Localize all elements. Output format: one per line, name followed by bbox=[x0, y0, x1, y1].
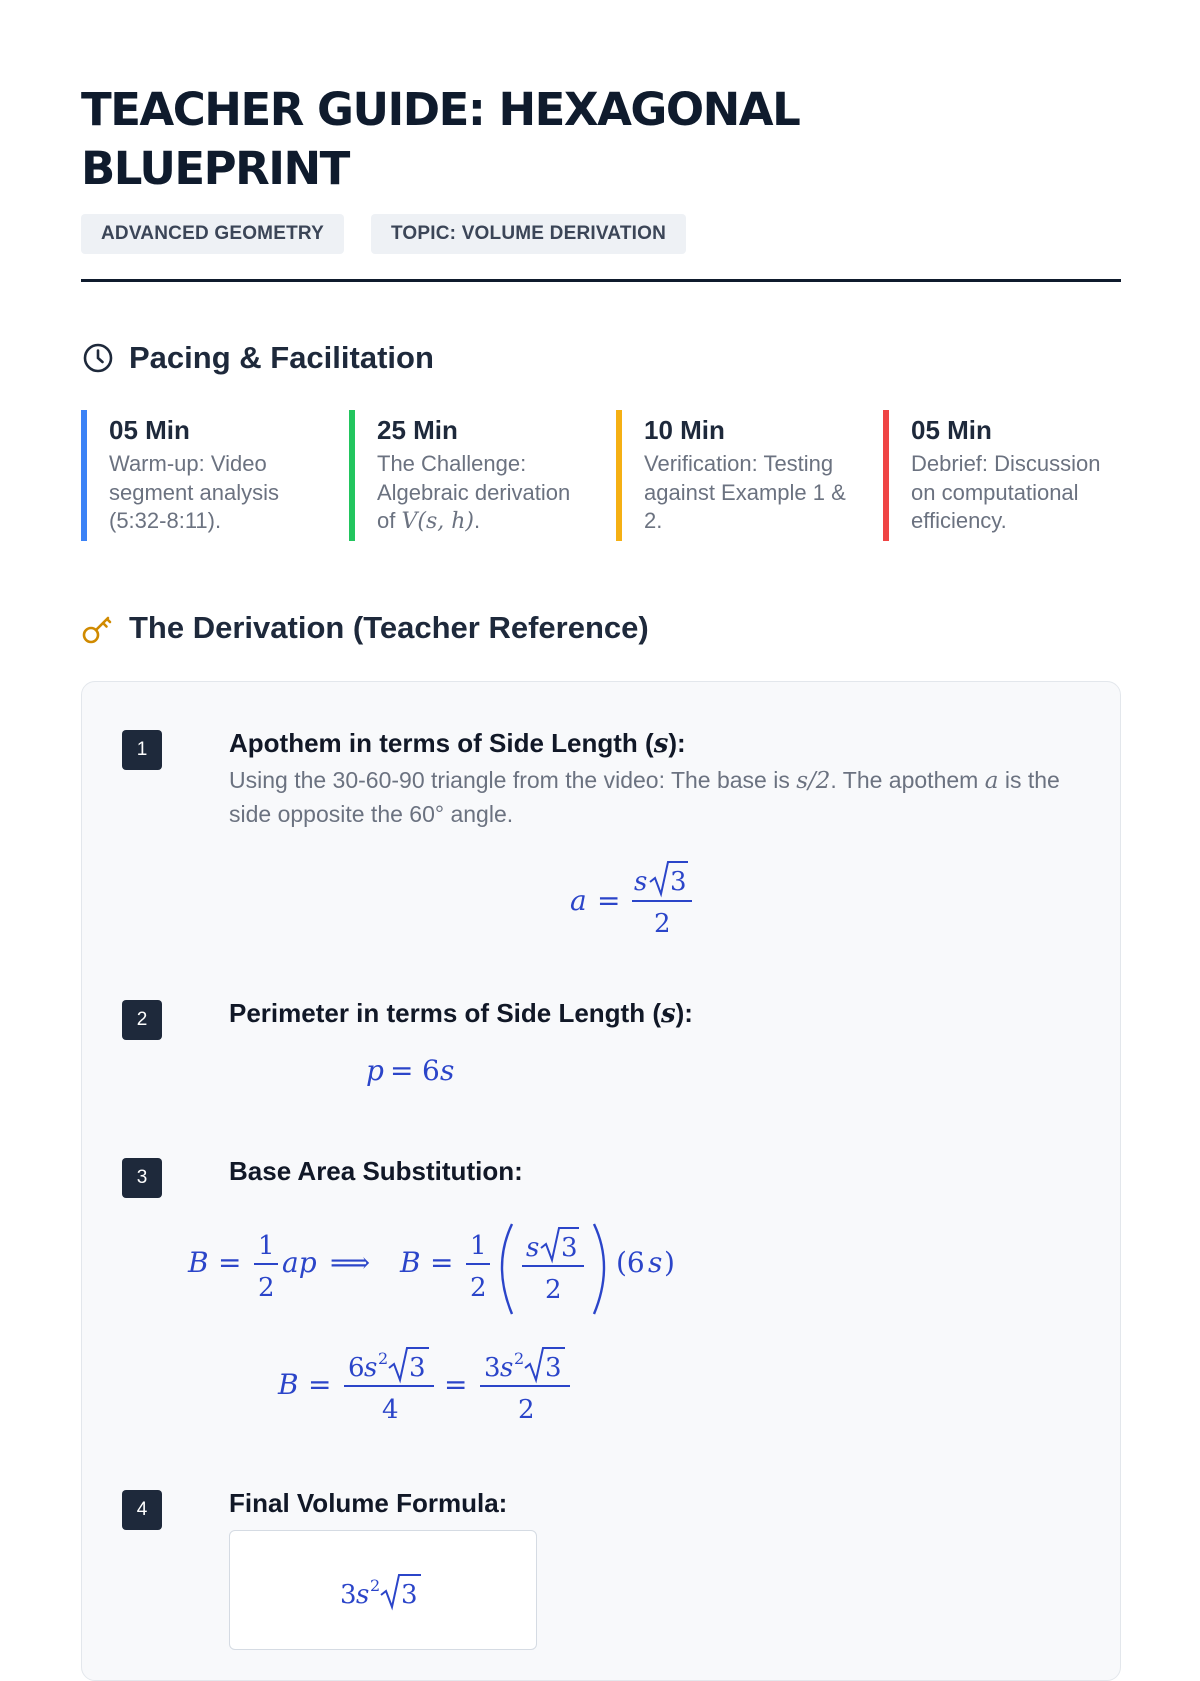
svg-text:p: p bbox=[366, 1054, 384, 1087]
svg-text:3: 3 bbox=[670, 867, 687, 897]
pacing-item-verification bbox=[616, 410, 846, 541]
pacing-duration: 25 Min bbox=[377, 415, 458, 445]
derivation-heading bbox=[81, 610, 649, 646]
pacing-item-debrief bbox=[883, 410, 1113, 541]
pacing-color-bar bbox=[349, 410, 355, 541]
pacing-description: Debrief: Discussion on computational efficiency. bbox=[911, 451, 1101, 533]
pacing-title: Pacing & Facilitation bbox=[129, 340, 434, 375]
pacing-color-bar bbox=[81, 410, 87, 541]
svg-text:3: 3 bbox=[484, 1353, 501, 1383]
pacing-item-challenge bbox=[349, 410, 579, 541]
pacing-duration: 05 Min bbox=[109, 415, 190, 445]
svg-text:B: B bbox=[278, 1368, 299, 1401]
svg-text:=: = bbox=[390, 1054, 414, 1087]
svg-text:s: s bbox=[500, 1353, 514, 1383]
step-number: 4 bbox=[122, 1490, 162, 1530]
svg-text:3: 3 bbox=[340, 1580, 357, 1610]
svg-text:4: 4 bbox=[382, 1395, 399, 1425]
svg-text:s: s bbox=[526, 1233, 540, 1263]
svg-text:2: 2 bbox=[470, 1273, 487, 1303]
step-title: Final Volume Formula: bbox=[229, 1488, 508, 1518]
derivation-panel bbox=[81, 681, 1121, 1681]
equation-final-volume bbox=[230, 1531, 530, 1631]
tag-course: ADVANCED GEOMETRY bbox=[81, 214, 344, 254]
svg-text:=: = bbox=[430, 1246, 454, 1279]
svg-text:3: 3 bbox=[561, 1233, 578, 1263]
pacing-description: The Challenge: Algebraic derivation of V(s, h). bbox=[377, 451, 571, 534]
step-number: 3 bbox=[122, 1158, 162, 1198]
pacing-heading bbox=[81, 340, 434, 376]
svg-text:2: 2 bbox=[370, 1576, 381, 1595]
svg-text:6: 6 bbox=[422, 1054, 440, 1087]
svg-text:s: s bbox=[440, 1054, 455, 1087]
equation-apothem bbox=[562, 854, 722, 942]
page-title: TEACHER GUIDE: HEXAGONAL BLUEPRINT bbox=[81, 83, 800, 195]
pacing-duration: 10 Min bbox=[644, 415, 725, 445]
tag-topic: TOPIC: VOLUME DERIVATION bbox=[371, 214, 686, 254]
svg-text:⟹: ⟹ bbox=[330, 1246, 371, 1279]
svg-text:3: 3 bbox=[545, 1353, 562, 1383]
key-icon bbox=[81, 611, 115, 645]
svg-text:2: 2 bbox=[258, 1273, 275, 1303]
svg-text:3: 3 bbox=[401, 1580, 418, 1610]
pacing-item-warmup bbox=[81, 410, 311, 541]
step-text: Using the 30-60-90 triangle from the video: The base is s/2. The apothem a is the side opposite the 60° angle. bbox=[229, 767, 1060, 827]
svg-text:a: a bbox=[570, 884, 587, 917]
pacing-description: Verification: Testing against Example 1 & 2. bbox=[644, 451, 846, 533]
step-title: Base Area Substitution: bbox=[229, 1156, 523, 1186]
pacing-color-bar bbox=[883, 410, 889, 541]
step-number: 1 bbox=[122, 730, 162, 770]
svg-text:2: 2 bbox=[518, 1395, 535, 1425]
step-title: Perimeter in terms of Side Length (s): bbox=[229, 998, 693, 1029]
svg-text:s: s bbox=[364, 1353, 378, 1383]
step-title: Apothem in terms of Side Length (s): bbox=[229, 728, 686, 759]
svg-text:s: s bbox=[648, 1246, 663, 1279]
math-v-s-h: V(s, h) bbox=[401, 509, 474, 534]
equation-perimeter bbox=[362, 1048, 482, 1092]
svg-text:=: = bbox=[218, 1246, 242, 1279]
svg-text:=: = bbox=[308, 1368, 332, 1401]
svg-text:ap: ap bbox=[282, 1246, 317, 1279]
svg-text:): ) bbox=[664, 1246, 675, 1279]
clock-icon bbox=[81, 341, 115, 375]
pacing-color-bar bbox=[616, 410, 622, 541]
header-divider bbox=[81, 279, 1121, 282]
svg-text:B: B bbox=[400, 1246, 421, 1279]
svg-text:2: 2 bbox=[514, 1349, 525, 1368]
svg-text:2: 2 bbox=[545, 1275, 562, 1305]
svg-text:1: 1 bbox=[470, 1231, 487, 1261]
svg-text:1: 1 bbox=[258, 1231, 275, 1261]
svg-text:6: 6 bbox=[348, 1353, 365, 1383]
equation-base-area bbox=[186, 1222, 706, 1442]
step-number: 2 bbox=[122, 1000, 162, 1040]
tag-list bbox=[81, 214, 686, 254]
svg-text:=: = bbox=[444, 1368, 468, 1401]
svg-text:s: s bbox=[634, 867, 648, 897]
svg-text:2: 2 bbox=[378, 1349, 389, 1368]
pacing-timeline bbox=[81, 410, 1121, 541]
svg-text:=: = bbox=[597, 884, 621, 917]
svg-text:s: s bbox=[356, 1580, 370, 1610]
final-volume-formula-box bbox=[229, 1530, 537, 1650]
derivation-title: The Derivation (Teacher Reference) bbox=[129, 610, 649, 645]
svg-text:3: 3 bbox=[409, 1353, 426, 1383]
svg-text:2: 2 bbox=[654, 909, 671, 939]
svg-text:(6: (6 bbox=[616, 1246, 645, 1279]
pacing-duration: 05 Min bbox=[911, 415, 992, 445]
pacing-description: Warm-up: Video segment analysis (5:32-8:11). bbox=[109, 451, 279, 533]
svg-text:B: B bbox=[188, 1246, 209, 1279]
